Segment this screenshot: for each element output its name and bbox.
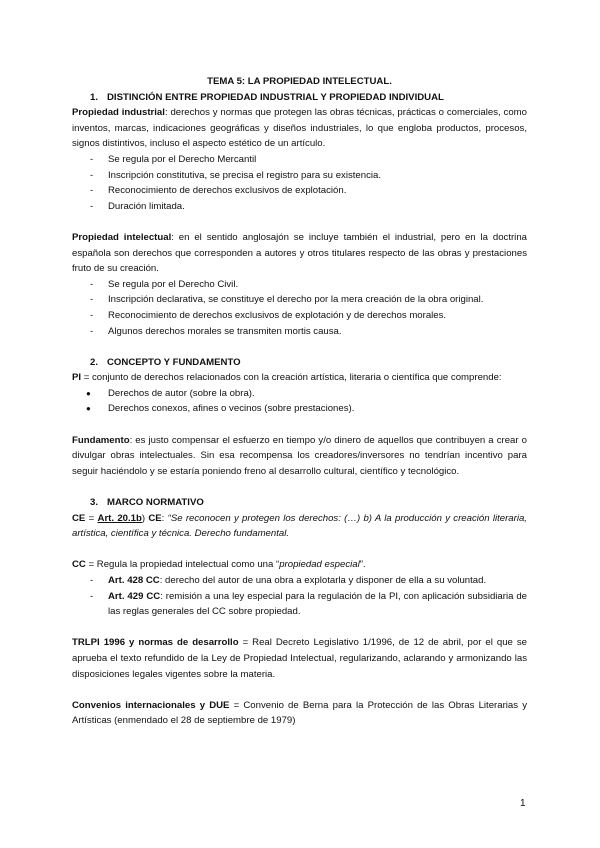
definition-text: : en el sentido anglosajón se incluye también el industrial, pero en la doctrina española son derechos que corresponden a autores y otros titulares respecto de las obras y prestaciones fruto de su creación. (72, 231, 527, 275)
separator-text: ) (141, 512, 149, 524)
definition-text: = Real Decreto Legislativo 1/1996, de 12 de abril, por el que se aprueba el texto refundido de la Ley de Propiedad Intelectual, regularizando, aclarando y armonizando las disposiciones legales vigentes sobre la materia. (72, 637, 527, 680)
dash-bullet: - (90, 575, 94, 586)
section-2-heading (72, 355, 527, 371)
industrial-list (72, 152, 527, 214)
spacer (72, 339, 527, 355)
spacer (72, 542, 527, 558)
list-item-text: Inscripción declarativa, se constituye el derecho por la mera creación de la obra original. (108, 294, 484, 306)
definition-text: = Convenio de Berna para la Protección de las Obras Literarias y Artísticas (enmendado el 28 de septiembre de 1979) (72, 699, 527, 727)
list-item-text: Derechos de autor (sobre la obra). (108, 387, 255, 399)
definition-text: : derechos y normas que protegen las obras técnicas, prácticas o comerciales, como inventos, marcas, indicaciones geográficas y diseños industriales, lo que engloba productos, procesos, signos distintivos, incluso el aspecto estético de un artículo. (72, 107, 527, 150)
list-item (72, 386, 527, 402)
term: Propiedad industrial (72, 107, 165, 119)
cc-quote: propiedad especial (279, 559, 360, 571)
list-item-text: Se regula por el Derecho Mercantil (108, 153, 257, 165)
list-item-text: : derecho del autor de una obra a explotarla y disponer de ella a su voluntad. (159, 575, 487, 586)
dash-bullet: - (90, 294, 94, 306)
document-body (72, 74, 527, 729)
term: PI (72, 372, 82, 384)
dash-bullet: - (90, 185, 94, 197)
term: Fundamento (72, 434, 130, 446)
round-bullet: ● (86, 404, 91, 414)
article-reference: Art. 428 CC (108, 575, 160, 586)
list-item-text: : remisión a una ley especial para la regulación de la PI, con aplicación subsidiaria de las reglas generales del CC sobre propiedad. (108, 590, 527, 618)
industrial-paragraph (72, 105, 527, 152)
term: CC (72, 559, 86, 571)
list-item-text: Se regula por el Derecho Civil. (108, 278, 239, 290)
dash-bullet: - (90, 200, 94, 212)
list-item-text: Inscripción constitutiva, se precisa el registro para su existencia. (108, 169, 382, 181)
cc-paragraph (72, 557, 527, 573)
separator-text: : (161, 512, 168, 524)
list-item (72, 183, 527, 199)
list-item (72, 152, 527, 168)
pi-definition (72, 370, 527, 386)
spacer (72, 682, 527, 698)
list-item-text: Duración limitada. (108, 200, 185, 212)
definition-text: : es justo compensar el esfuerzo en tiempo y/o dinero de aquellos que contribuyen a crear o divulgar obras intelectuales. Sin esa recompensa los creadores/inversores no tendrían incentivo para seguir haciéndolo y se estaría poniendo freno al desarrollo cultural, científico y tecnológico. (72, 434, 527, 477)
article-reference: Art. 429 CC (108, 590, 161, 602)
equals-text: = (85, 512, 98, 524)
pi-list (72, 386, 527, 417)
intelectual-paragraph (72, 230, 527, 277)
dash-bullet: - (90, 278, 94, 290)
term: Convenios internacionales y DUE (72, 699, 230, 711)
section-3-heading (72, 495, 527, 511)
article-reference: Art. 20.1b (97, 512, 142, 524)
list-item (72, 324, 527, 340)
dash-bullet: - (90, 325, 94, 337)
list-item (72, 168, 527, 184)
spacer (72, 214, 527, 230)
spacer (72, 620, 527, 636)
list-item (72, 573, 527, 589)
definition-text: = Regula la propiedad intelectual como una “ (85, 559, 280, 571)
list-item-text: Reconocimiento de derechos exclusivos de explotación. (108, 185, 347, 197)
cc-list (72, 573, 527, 620)
list-item-text: Algunos derechos morales se transmiten mortis causa. (108, 325, 342, 337)
dash-bullet: - (90, 590, 94, 602)
list-item (72, 292, 527, 308)
trlpi-paragraph (72, 635, 527, 682)
term: CE (72, 512, 86, 524)
list-item (72, 277, 527, 293)
spacer (72, 479, 527, 495)
ce-quote: “Se reconocen y protegen los derechos: (…) b) A la producción y creación literaria, artística, científica y técnica. Derecho fundamental. (72, 512, 527, 540)
page-number: 1 (520, 798, 526, 809)
document-title: TEMA 5: LA PROPIEDAD INTELECTUAL. (207, 76, 392, 87)
closing-text: ”. (359, 559, 366, 571)
list-item-text: Derechos conexos, afines o vecinos (sobre prestaciones). (108, 403, 355, 415)
term: Propiedad intelectual (72, 231, 172, 243)
round-bullet: ● (86, 388, 91, 398)
section-title: MARCO NORMATIVO (107, 497, 204, 509)
section-title: CONCEPTO Y FUNDAMENTO (107, 356, 241, 368)
source-reference: CE (148, 512, 162, 524)
list-item (72, 199, 527, 215)
fundamento-paragraph (72, 433, 527, 480)
list-item (72, 308, 527, 324)
dash-bullet: - (90, 309, 94, 321)
convenios-paragraph (72, 698, 527, 729)
dash-bullet: - (90, 169, 94, 181)
section-number: 3. (90, 497, 99, 509)
list-item (72, 401, 527, 417)
term: TRLPI 1996 y normas de desarrollo (72, 637, 239, 649)
dash-bullet: - (90, 153, 94, 165)
intelectual-list (72, 277, 527, 339)
ce-paragraph (72, 511, 527, 542)
spacer (72, 417, 527, 433)
section-number: 2. (90, 356, 99, 368)
list-item-text: Reconocimiento de derechos exclusivos de explotación y de derechos morales. (108, 309, 447, 321)
list-item (72, 589, 527, 620)
section-number: 1. (90, 91, 99, 103)
definition-text: = conjunto de derechos relacionados con la creación artística, literaria o científica que comprende: (81, 372, 502, 384)
section-title: DISTINCIÓN ENTRE PROPIEDAD INDUSTRIAL Y PROPIEDAD INDIVIDUAL (107, 91, 444, 103)
section-1-heading (72, 90, 527, 106)
